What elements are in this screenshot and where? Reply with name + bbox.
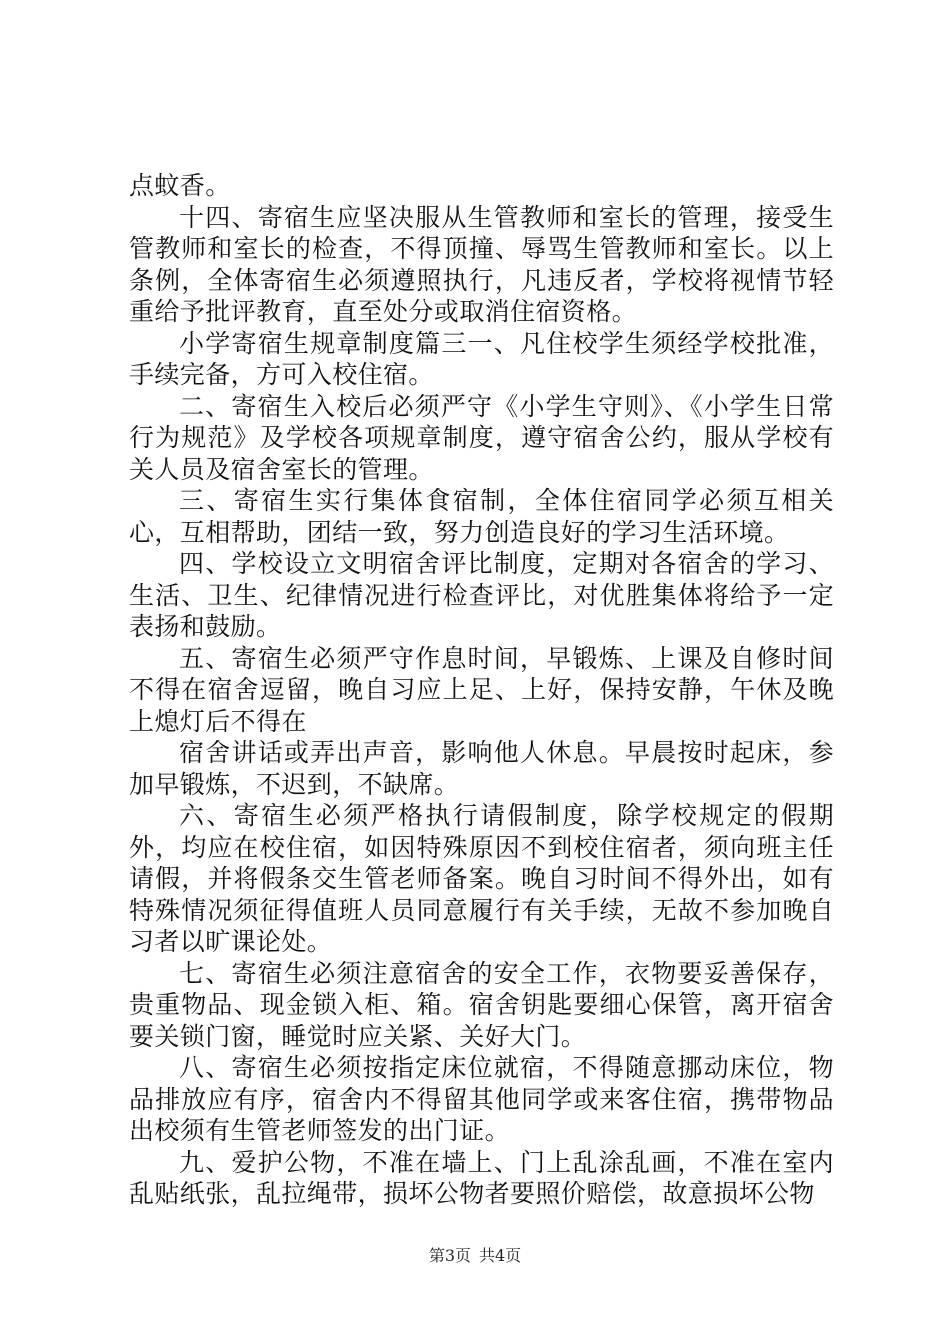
paragraph: 五、寄宿生必须严守作息时间，早锻炼、上课及自修时间不得在宿舍逗留，晚自习应上足、上好，保持安静，午休及晚上熄灯后不得在 xyxy=(129,643,834,736)
page-total: 共4页 xyxy=(479,1246,522,1265)
paragraph: 六、寄宿生必须严格执行请假制度，除学校规定的假期外，均应在校住宿，如因特殊原因不到校住宿者，须向班主任请假，并将假条交生管老师备案。晚自习时间不得外出，如有特殊情况须征得值班人员同意履行有关手续，无故不参加晚自习者以旷课论处。 xyxy=(129,801,834,956)
page-footer xyxy=(0,1243,950,1266)
paragraph: 七、寄宿生必须注意宿舍的安全工作，衣物要妥善保存，贵重物品、现金锁入柜、箱。宿舍钥匙要细心保管，离开宿舍要关锁门窗，睡觉时应关紧、关好大门。 xyxy=(129,958,834,1051)
paragraph: 宿舍讲话或弄出声音，影响他人休息。早晨按时起床，参加早锻炼，不迟到，不缺席。 xyxy=(129,738,834,799)
page-number: 第3页 xyxy=(428,1246,471,1265)
document-body xyxy=(129,170,834,1210)
paragraph: 小学寄宿生规章制度篇三一、凡住校学生须经学校批准，手续完备，方可入校住宿。 xyxy=(129,328,834,389)
paragraph: 八、寄宿生必须按指定床位就宿，不得随意挪动床位，物品排放应有序，宿舍内不得留其他同学或来客住宿，携带物品出校须有生管老师签发的出门证。 xyxy=(129,1053,834,1145)
paragraph: 四、学校设立文明宿舍评比制度，定期对各宿舍的学习、生活、卫生、纪律情况进行检查评比，对优胜集体将给予一定表扬和鼓励。 xyxy=(129,549,834,641)
paragraph: 三、寄宿生实行集体食宿制，全体住宿同学必须互相关心，互相帮助，团结一致，努力创造良好的学习生活环境。 xyxy=(129,486,834,547)
paragraph: 十四、寄宿生应坚决服从生管教师和室长的管理，接受生管教师和室长的检查，不得顶撞、辱骂生管教师和室长。以上条例，全体寄宿生必须遵照执行，凡违反者，学校将视情节轻重给予批评教育，直至处分或取消住宿资格。 xyxy=(129,202,834,326)
paragraph: 点蚊香。 xyxy=(129,171,231,200)
paragraph: 九、爱护公物，不准在墙上、门上乱涂乱画，不准在室内乱贴纸张，乱拉绳带，损坏公物者要照价赔偿，故意损坏公物 xyxy=(129,1147,834,1208)
paragraph: 二、寄宿生入校后必须严守《小学生守则》、《小学生日常行为规范》及学校各项规章制度，遵守宿舍公约，服从学校有关人员及宿舍室长的管理。 xyxy=(129,391,834,484)
